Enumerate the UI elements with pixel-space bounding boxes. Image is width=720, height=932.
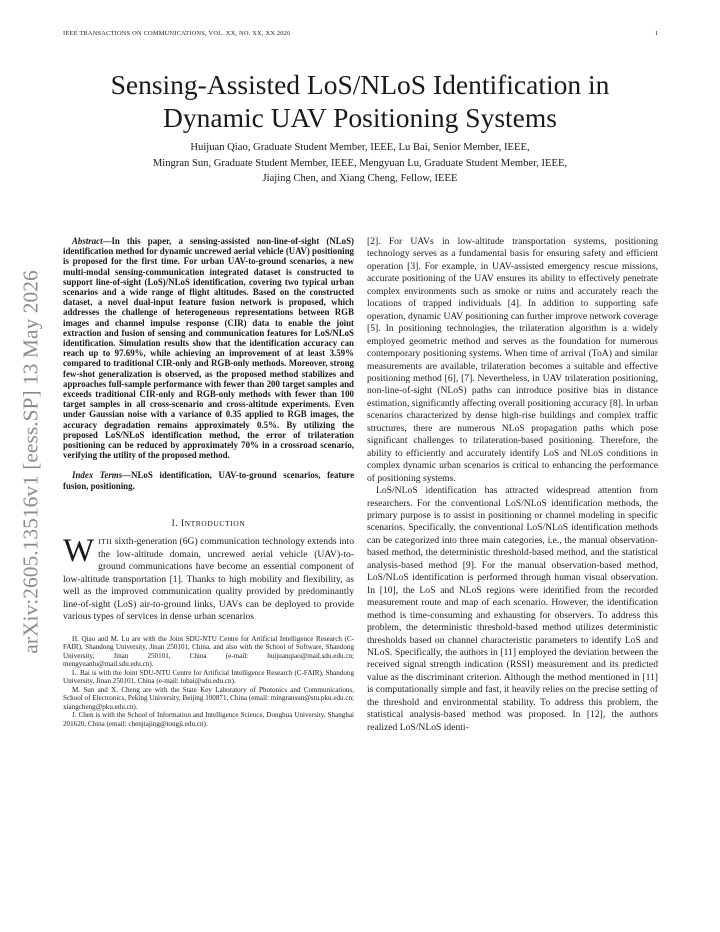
body-paragraph-1: [2]. For UAVs in low-altitude transportation systems, positioning technology serves as a fundamental basis for ensuring safety and efficient operation [3]. For example, in UAV-assisted emergency rescue missions, accurate positioning of the UAV ensures its ability to effectively penetrate complex environments such as smoke or ruins and accurately reach the locations of trapped individuals [4]. In addition to supporting safe operation, dynamic UAV positioning can further improve network coverage [5]. In positioning technologies, the trilateration algorithm is a widely employed geometric method and serves as the foundation for numerous contemporary positioning systems. When time of arrival (ToA) and similar measurements are available, trilateration becomes a suitable and effective positioning method [6], [7]. Nevertheless, in UAV trilateration positioning, non-line-of-sight (NLoS) paths can introduce positive bias in distance estimation, significantly affecting overall positioning accuracy [8]. In urban scenarios characterized by dense high-rise buildings and complex traffic structures, there are numerous NLoS propagation paths which pose significant challenges to trilateration-based positioning. Therefore, the ability to efficiently and accurately identify LoS and NLoS conditions in complex dynamic urban scenarios is critical to enhancing the performance of positioning systems. <box>367 236 658 484</box>
author-line-3: Jiajing Chen, and Xiang Cheng, Fellow, IEEE <box>262 173 458 184</box>
intro-paragraph <box>63 533 354 623</box>
index-terms-text: —NLoS identification, UAV-to-ground scenarios, feature fusion, positioning. <box>63 470 355 491</box>
paper-title <box>60 68 660 134</box>
arxiv-stamp <box>6 262 56 662</box>
section-numeral: I. <box>171 518 181 529</box>
index-terms-label: Index Terms <box>72 470 123 481</box>
drop-cap: W <box>63 533 95 570</box>
author-footnotes <box>63 635 354 729</box>
footnote-3: M. Sun and X. Cheng are with the State Key Laboratory of Photonics and Communications, School of Electronics, Peking University, Beijing 100871, China (email: mingransun@stu.pku.edu.cn; xiangcheng@pku.edu.cn). <box>63 685 354 711</box>
abstract <box>63 236 354 460</box>
abstract-text: —In this paper, a sensing-assisted non-line-of-sight (NLoS) identification method for dynamic uncrewed aerial vehicle (UAV) positioning is proposed for the first time. For urban UAV-to-ground scenarios, a new multi-modal sensing-communication integrated dataset is constructed to support line-of-sight (LoS)/NLoS identification, covering two typical urban scenarios and a wide range of flight altitudes. Based on the constructed dataset, a novel dual-input feature fusion network is proposed, which addresses the challenge of heterogeneous representations between RGB images and channel impulse response (CIR) data to enable the joint extraction and fusion of sensing and communication features for LoS/NLoS identification. Simulation results show that the identification accuracy can reach up to 97.69%, while achieving an improvement of at least 3.59% compared to traditional CIR-only and RGB-only methods. Moreover, strong few-shot generalization is observed, as the proposed method stabilizes and approaches full-sample performance with fewer than 200 target samples and exceeds traditional CIR-only and RGB-only methods with fewer than 100 target samples in all cross-scenario and cross-altitude experiments. Even under Gaussian noise with a variance of 0.35 applied to RGB images, the accuracy degradation remains approximately 0.5%. By utilizing the proposed LoS/NLoS identification method, the error of trilateration positioning can be reduced by approximately 70% in a crossroad scenario, verifying the utility of the proposed method. <box>63 236 354 461</box>
author-line-1: Huijuan Qiao, Graduate Student Member, IEEE, Lu Bai, Senior Member, IEEE, <box>190 142 530 153</box>
paper-title-line-2: Dynamic UAV Positioning Systems <box>163 102 557 133</box>
intro-lead-caps: ITH <box>98 537 113 547</box>
body-paragraph-2: LoS/NLoS identification has attracted widespread attention from researchers. For the conventional LoS/NLoS identification methods, the primary purpose is to assist in positioning or channel modeling in specific scenarios. Specifically, the conventional LoS/NLoS identification methods can be categorized into three main categories, i.e., the manual observation-based method, the deterministic threshold-based method, and the statistical analysis-based method [9]. For the manual observation-based method, LoS/NLoS identification is performed through human visual observation. In [10], the LoS and NLoS regions were identified from the recorded measurement route and map of each scenario. However, the identification method is time-consuming and exhausting for observers. To address this problem, the deterministic threshold-based method utilizes deterministic thresholds based on channel characteristic parameters to identify LoS and NLoS. Specifically, the authors in [11] employed the deviation between the received signal strength indication (RSSI) measurement and its predicted value as the discriminant criterion. Although the method mentioned in [11] is computationally simple and fast, it heavily relies on the precise setting of the threshold and environmental stability. To address this problem, the statistical analysis-based method was proposed. In [12], the authors realized LoS/NLoS identi- <box>367 485 658 733</box>
footnote-1: H. Qiao and M. Lu are with the Joint SDU-NTU Centre for Artificial Intelligence Research (C-FAIR), Shandong University, Jinan 250101, China, and also with the School of Software, Shandong University, Jinan 250101, China (e-mail: huijuanqiao@mail.sdu.edu.cn; mengyuanlu@mail.sdu.edu.cn). <box>63 634 354 669</box>
running-head: IEEE TRANSACTIONS ON COMMUNICATIONS, VOL. XX, NO. XX, XX 2026 <box>63 30 291 37</box>
abstract-label: Abstract <box>72 236 103 246</box>
footnote-2: L. Bai is with the Joint SDU-NTU Centre for Artificial Intelligence Research (C-FAIR), Shandong University, Jinan 250101, China (e-mail: lubai@sdu.edu.cn). <box>63 668 354 686</box>
author-list <box>60 140 660 187</box>
paper-title-line-1: Sensing-Assisted LoS/NLoS Identification in <box>110 69 610 100</box>
author-line-2: Mingran Sun, Graduate Student Member, IEEE, Mengyuan Lu, Graduate Student Member, IEEE, <box>152 157 568 169</box>
intro-text: sixth-generation (6G) communication technology extends into the low-altitude domain, uncrewed aerial vehicle (UAV)-to-ground communications have become an essential component of low-altitude transportation [1]. Thanks to high mobility and flexibility, as well as the improved communication quality provided by predominantly line-of-sight (LoS) air-to-ground links, UAVs can be deployed to provide various types of services in dense urban scenarios <box>63 536 354 623</box>
section-title-rest: NTRODUCTION <box>184 518 246 528</box>
left-column <box>63 236 354 729</box>
section-heading-introduction <box>63 518 354 530</box>
arxiv-stamp-text: arXiv:2605.13516v1 [eess.SP] 13 May 2026 <box>18 270 43 654</box>
page-number: 1 <box>655 30 659 37</box>
index-terms <box>63 470 354 490</box>
footnote-4: J. Chen is with the School of Information and Intelligence Science, Donghua University, Shanghai 201620, China (email: chenjiajing@tongji.edu.cn). <box>63 711 354 728</box>
section-title-initial: I <box>180 518 185 529</box>
right-column <box>367 236 658 734</box>
